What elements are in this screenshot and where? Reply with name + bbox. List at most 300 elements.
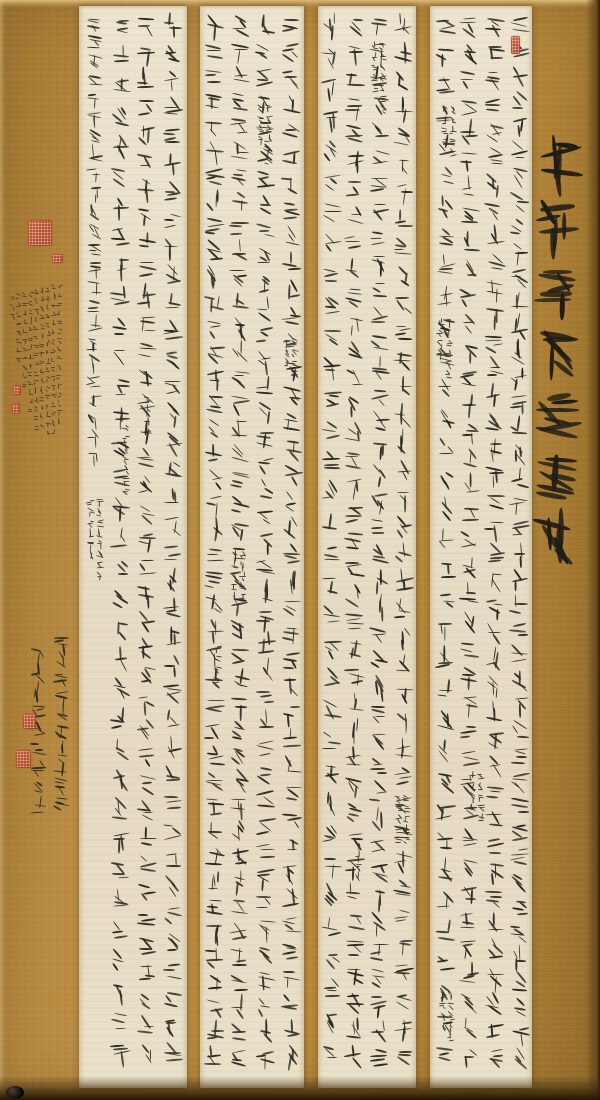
glyph bbox=[281, 810, 300, 829]
glyph bbox=[435, 500, 454, 519]
glyph bbox=[204, 721, 223, 740]
glyph bbox=[369, 413, 388, 432]
glyph bbox=[281, 201, 300, 220]
glyph bbox=[256, 115, 264, 123]
glyph bbox=[50, 339, 56, 345]
glyph bbox=[435, 711, 454, 730]
calligraphy-column bbox=[110, 16, 129, 1072]
glyph bbox=[344, 911, 363, 930]
glyph bbox=[85, 242, 100, 257]
glyph bbox=[321, 203, 340, 222]
glyph bbox=[39, 297, 45, 303]
annotation-column bbox=[436, 318, 444, 360]
glyph bbox=[162, 155, 181, 174]
glyph bbox=[229, 747, 248, 766]
glyph bbox=[230, 551, 238, 559]
glyph bbox=[530, 516, 576, 562]
glyph bbox=[229, 898, 248, 917]
glyph bbox=[435, 288, 454, 307]
glyph bbox=[448, 148, 456, 156]
glyph bbox=[50, 393, 56, 399]
glyph bbox=[484, 571, 503, 590]
glyph bbox=[50, 420, 56, 426]
glyph bbox=[136, 179, 155, 198]
glyph bbox=[290, 370, 298, 378]
glyph bbox=[229, 721, 248, 740]
glyph bbox=[204, 923, 223, 942]
glyph bbox=[33, 370, 39, 376]
glyph bbox=[255, 326, 274, 345]
glyph bbox=[136, 801, 155, 820]
glyph bbox=[459, 314, 478, 333]
glyph bbox=[369, 730, 388, 749]
glyph bbox=[402, 836, 410, 844]
glyph bbox=[438, 1002, 446, 1010]
glyph bbox=[354, 852, 362, 860]
glyph bbox=[446, 1023, 454, 1031]
glyph bbox=[229, 419, 248, 438]
glyph bbox=[509, 293, 528, 312]
glyph bbox=[344, 287, 363, 306]
glyph bbox=[436, 318, 444, 326]
glyph bbox=[110, 288, 129, 307]
glyph bbox=[95, 498, 103, 506]
glyph bbox=[509, 92, 528, 111]
glyph bbox=[204, 545, 223, 564]
glyph bbox=[484, 16, 503, 35]
glyph bbox=[509, 973, 528, 992]
glyph bbox=[435, 742, 454, 761]
glyph bbox=[354, 862, 362, 870]
glyph bbox=[459, 749, 478, 768]
roller-knob bbox=[6, 1086, 24, 1099]
glyph bbox=[344, 450, 363, 469]
glyph bbox=[369, 942, 388, 961]
glyph bbox=[509, 142, 528, 161]
glyph bbox=[136, 206, 155, 225]
glyph bbox=[238, 583, 246, 591]
glyph bbox=[162, 1044, 181, 1063]
glyph bbox=[95, 509, 103, 517]
glyph bbox=[136, 260, 155, 279]
glyph bbox=[162, 44, 181, 63]
glyph bbox=[162, 627, 181, 646]
glyph bbox=[281, 122, 300, 141]
glyph bbox=[321, 16, 340, 35]
glyph bbox=[39, 405, 45, 411]
glyph bbox=[204, 797, 223, 816]
inscription-seal-c bbox=[12, 403, 20, 414]
glyph bbox=[394, 826, 402, 834]
glyph bbox=[229, 192, 248, 211]
glyph bbox=[369, 545, 388, 564]
glyph bbox=[230, 562, 238, 570]
glyph bbox=[204, 293, 223, 312]
calligraphy-column bbox=[162, 16, 181, 1072]
glyph bbox=[393, 1018, 412, 1037]
glyph bbox=[281, 413, 300, 432]
glyph bbox=[484, 624, 503, 643]
glyph bbox=[459, 884, 478, 903]
glyph bbox=[484, 228, 503, 247]
glyph bbox=[27, 300, 33, 306]
glyph bbox=[110, 710, 129, 729]
inscription-column bbox=[39, 288, 45, 432]
glyph bbox=[402, 805, 410, 813]
glyph bbox=[162, 211, 181, 230]
glyph bbox=[52, 635, 68, 651]
glyph bbox=[448, 117, 456, 125]
glyph bbox=[229, 1024, 248, 1043]
glyph bbox=[369, 651, 388, 670]
glyph bbox=[393, 378, 412, 397]
glyph bbox=[39, 369, 45, 375]
glyph bbox=[435, 409, 454, 428]
glyph bbox=[369, 466, 388, 485]
scroll-right-edge bbox=[586, 0, 600, 1100]
glyph bbox=[509, 469, 528, 488]
glyph bbox=[484, 651, 503, 670]
inscription-column bbox=[10, 295, 16, 322]
glyph bbox=[255, 945, 274, 964]
glyph bbox=[369, 598, 388, 617]
glyph bbox=[459, 721, 478, 740]
glyph bbox=[213, 644, 221, 652]
glyph bbox=[459, 667, 478, 686]
glyph bbox=[110, 831, 129, 850]
glyph bbox=[369, 333, 388, 352]
glyph bbox=[162, 238, 181, 257]
glyph bbox=[281, 730, 300, 749]
glyph bbox=[85, 430, 100, 445]
glyph bbox=[393, 239, 412, 258]
glyph bbox=[344, 233, 363, 252]
glyph bbox=[290, 349, 298, 357]
glyph bbox=[162, 683, 181, 702]
glyph bbox=[255, 687, 274, 706]
glyph bbox=[435, 439, 454, 458]
glyph bbox=[110, 529, 129, 548]
glyph bbox=[204, 696, 223, 715]
glyph bbox=[264, 125, 272, 133]
glyph bbox=[110, 680, 129, 699]
glyph bbox=[344, 97, 363, 116]
glyph bbox=[255, 713, 274, 732]
glyph bbox=[344, 667, 363, 686]
glyph bbox=[21, 364, 27, 370]
glyph bbox=[56, 328, 62, 334]
glyph bbox=[162, 72, 181, 91]
glyph bbox=[10, 313, 16, 319]
glyph bbox=[255, 68, 274, 87]
glyph bbox=[344, 938, 363, 957]
glyph bbox=[393, 294, 412, 313]
scroll-left-edge bbox=[0, 0, 5, 1100]
glyph bbox=[136, 476, 155, 495]
glyph bbox=[321, 265, 340, 284]
glyph bbox=[50, 294, 56, 300]
glyph bbox=[110, 801, 129, 820]
glyph bbox=[27, 381, 33, 387]
glyph bbox=[484, 307, 503, 326]
glyph bbox=[136, 368, 155, 387]
glyph bbox=[56, 409, 62, 415]
glyph bbox=[393, 44, 412, 63]
glyph bbox=[459, 43, 478, 62]
glyph bbox=[369, 783, 388, 802]
glyph bbox=[344, 694, 363, 713]
glyph bbox=[354, 841, 362, 849]
bottom-roller-shadow bbox=[0, 1076, 600, 1100]
glyph bbox=[39, 423, 45, 429]
glyph bbox=[290, 359, 298, 367]
glyph bbox=[39, 306, 45, 312]
artist-seal-1 bbox=[23, 714, 36, 729]
glyph bbox=[281, 757, 300, 776]
glyph bbox=[435, 953, 454, 972]
glyph bbox=[281, 228, 300, 247]
glyph bbox=[162, 99, 181, 118]
annotation-column bbox=[86, 498, 94, 561]
glyph bbox=[85, 412, 100, 427]
glyph bbox=[394, 794, 402, 802]
glyph bbox=[484, 333, 503, 352]
glyph bbox=[393, 406, 412, 425]
glyph bbox=[162, 544, 181, 563]
glyph bbox=[530, 390, 576, 436]
glyph bbox=[509, 747, 528, 766]
glyph bbox=[86, 530, 94, 538]
glyph bbox=[121, 487, 129, 495]
glyph bbox=[344, 613, 363, 632]
glyph bbox=[255, 506, 274, 525]
calligraphy-column bbox=[255, 16, 274, 1074]
mount-seal-left bbox=[28, 220, 52, 246]
glyph bbox=[509, 646, 528, 665]
glyph bbox=[484, 413, 503, 432]
glyph bbox=[378, 74, 386, 82]
glyph bbox=[321, 78, 340, 97]
glyph bbox=[255, 300, 274, 319]
annotation-column bbox=[446, 991, 454, 1044]
glyph bbox=[468, 772, 476, 780]
glyph bbox=[435, 832, 454, 851]
glyph bbox=[369, 915, 388, 934]
glyph bbox=[29, 684, 45, 700]
glyph bbox=[33, 415, 39, 421]
glyph bbox=[321, 109, 340, 128]
glyph bbox=[50, 348, 56, 354]
glyph bbox=[281, 492, 300, 511]
glyph bbox=[509, 167, 528, 186]
glyph bbox=[255, 352, 274, 371]
glyph bbox=[281, 862, 300, 881]
glyph bbox=[50, 375, 56, 381]
glyph bbox=[393, 462, 412, 481]
glyph bbox=[85, 204, 100, 219]
glyph bbox=[110, 770, 129, 789]
glyph bbox=[238, 562, 246, 570]
glyph bbox=[393, 350, 412, 369]
glyph bbox=[204, 998, 223, 1017]
glyph bbox=[321, 483, 340, 502]
glyph bbox=[484, 122, 503, 141]
glyph bbox=[484, 757, 503, 776]
glyph bbox=[435, 621, 454, 640]
glyph bbox=[438, 1012, 446, 1020]
glyph bbox=[255, 274, 274, 293]
glyph bbox=[95, 561, 103, 569]
glyph bbox=[344, 396, 363, 415]
glyph bbox=[459, 966, 478, 985]
glyph bbox=[44, 313, 50, 319]
glyph bbox=[27, 309, 33, 315]
glyph bbox=[121, 435, 129, 443]
glyph bbox=[229, 621, 248, 640]
glyph bbox=[281, 386, 300, 405]
glyph bbox=[85, 129, 100, 144]
glyph bbox=[369, 492, 388, 511]
glyph bbox=[378, 53, 386, 61]
glyph bbox=[281, 995, 300, 1014]
glyph bbox=[369, 148, 388, 167]
glyph bbox=[435, 802, 454, 821]
glyph bbox=[44, 394, 50, 400]
glyph bbox=[459, 1020, 478, 1039]
glyph bbox=[344, 803, 363, 822]
glyph bbox=[369, 254, 388, 273]
glyph bbox=[50, 357, 56, 363]
glyph bbox=[162, 739, 181, 758]
glyph bbox=[85, 317, 100, 332]
glyph bbox=[110, 951, 129, 970]
glyph bbox=[229, 495, 248, 514]
glyph bbox=[162, 961, 181, 980]
glyph bbox=[121, 424, 129, 432]
glyph bbox=[369, 1021, 388, 1040]
glyph bbox=[484, 1021, 503, 1040]
glyph bbox=[255, 248, 274, 267]
calligraphy-column bbox=[204, 16, 223, 1074]
glyph bbox=[393, 601, 412, 620]
glyph bbox=[136, 503, 155, 522]
glyph bbox=[136, 531, 155, 550]
glyph bbox=[344, 1047, 363, 1066]
glyph bbox=[86, 519, 94, 527]
glyph bbox=[459, 504, 478, 523]
glyph bbox=[15, 330, 21, 336]
glyph bbox=[44, 412, 50, 418]
glyph bbox=[282, 349, 290, 357]
glyph bbox=[33, 352, 39, 358]
glyph bbox=[509, 671, 528, 690]
glyph bbox=[136, 964, 155, 983]
glyph bbox=[509, 873, 528, 892]
glyph bbox=[110, 740, 129, 759]
glyph bbox=[27, 345, 33, 351]
calligraphy-column bbox=[85, 16, 100, 468]
glyph bbox=[162, 433, 181, 452]
glyph bbox=[436, 339, 444, 347]
glyph bbox=[509, 344, 528, 363]
glyph bbox=[459, 1047, 478, 1066]
calligraphy-column bbox=[29, 646, 45, 818]
glyph bbox=[162, 711, 181, 730]
glyph bbox=[393, 712, 412, 731]
glyph bbox=[484, 1048, 503, 1067]
glyph bbox=[162, 822, 181, 841]
glyph bbox=[435, 651, 454, 670]
glyph bbox=[459, 206, 478, 225]
glyph bbox=[509, 369, 528, 388]
glyph bbox=[370, 74, 378, 82]
glyph bbox=[39, 378, 45, 384]
glyph bbox=[121, 466, 129, 474]
glyph bbox=[402, 794, 410, 802]
glyph bbox=[435, 862, 454, 881]
glyph bbox=[39, 387, 45, 393]
glyph bbox=[255, 403, 274, 422]
glyph bbox=[393, 322, 412, 341]
glyph bbox=[484, 519, 503, 538]
glyph bbox=[321, 234, 340, 253]
glyph bbox=[204, 167, 223, 186]
glyph bbox=[282, 359, 290, 367]
glyph bbox=[27, 408, 33, 414]
glyph bbox=[56, 400, 62, 406]
glyph bbox=[204, 772, 223, 791]
glyph bbox=[136, 1045, 155, 1064]
glyph bbox=[255, 197, 274, 216]
glyph bbox=[509, 847, 528, 866]
glyph bbox=[509, 1024, 528, 1043]
glyph bbox=[44, 340, 50, 346]
glyph bbox=[459, 993, 478, 1012]
glyph bbox=[229, 772, 248, 791]
glyph bbox=[110, 619, 129, 638]
glyph bbox=[281, 519, 300, 538]
glyph bbox=[369, 439, 388, 458]
glyph bbox=[370, 63, 378, 71]
glyph bbox=[393, 155, 412, 174]
glyph bbox=[29, 742, 45, 758]
glyph bbox=[321, 701, 340, 720]
glyph bbox=[435, 530, 454, 549]
glyph bbox=[509, 570, 528, 589]
glyph bbox=[162, 572, 181, 591]
glyph bbox=[229, 671, 248, 690]
glyph bbox=[110, 76, 129, 95]
glyph bbox=[435, 469, 454, 488]
glyph bbox=[281, 915, 300, 934]
glyph bbox=[344, 531, 363, 550]
glyph bbox=[281, 783, 300, 802]
glyph bbox=[204, 570, 223, 589]
glyph bbox=[204, 1049, 223, 1068]
glyph bbox=[393, 573, 412, 592]
glyph bbox=[509, 1049, 528, 1068]
glyph bbox=[255, 16, 274, 35]
glyph bbox=[229, 847, 248, 866]
calligraphy-column bbox=[393, 16, 412, 1074]
glyph bbox=[204, 369, 223, 388]
glyph bbox=[95, 530, 103, 538]
glyph bbox=[204, 268, 223, 287]
glyph bbox=[255, 429, 274, 448]
glyph bbox=[484, 386, 503, 405]
glyph bbox=[402, 815, 410, 823]
calligraphy-column bbox=[369, 16, 388, 1074]
